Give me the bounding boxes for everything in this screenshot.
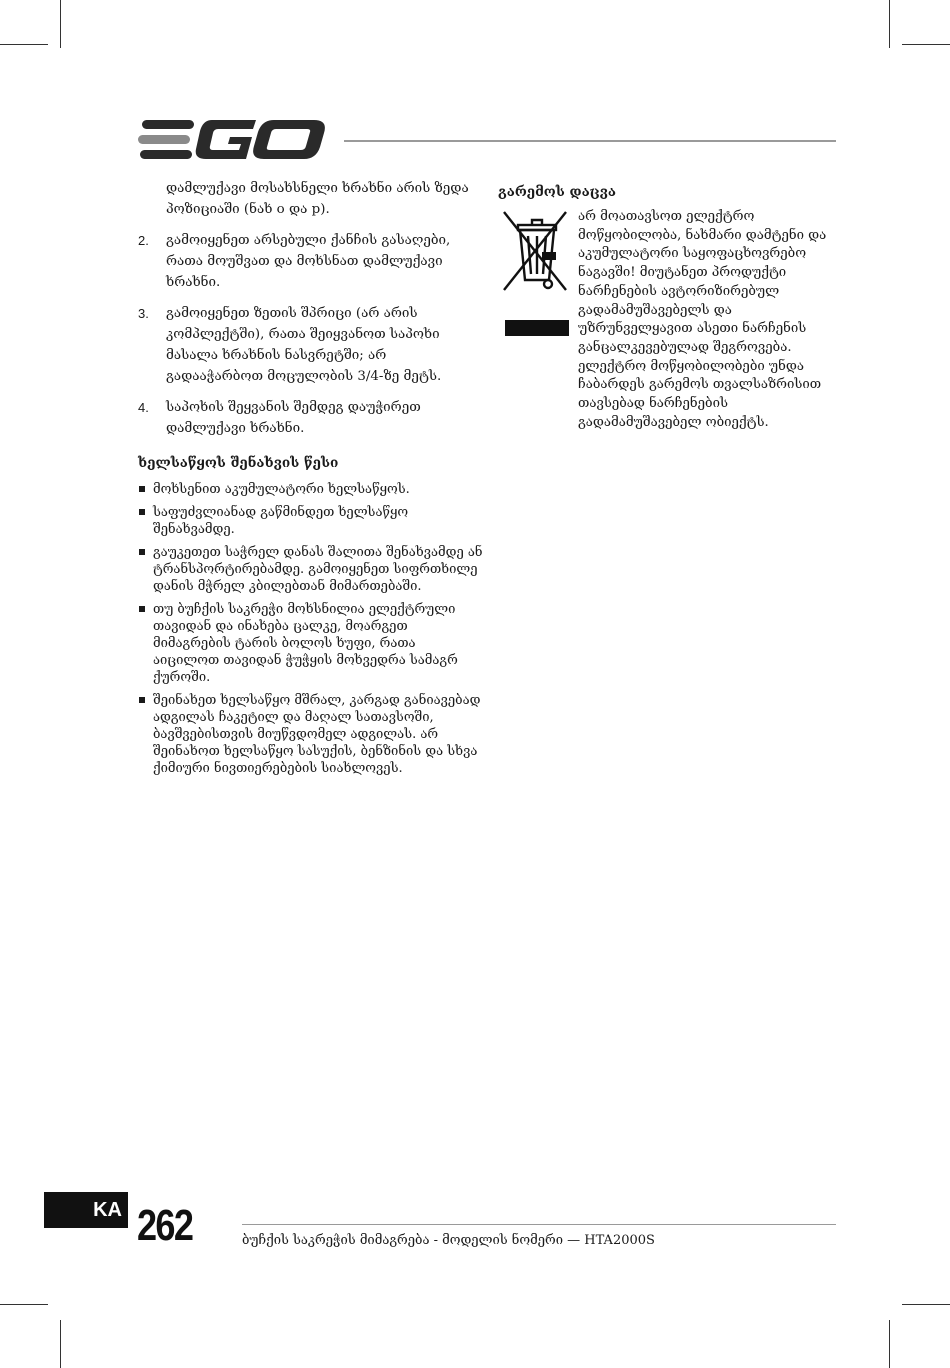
step-item: [138, 397, 483, 439]
crop-mark: [889, 0, 890, 48]
crop-mark: [902, 1304, 950, 1305]
step-continuation: დამლუქავი მოსახსნელი ხრახნი არის ზედა პოზიციაში (ნახ o და p).: [166, 181, 469, 217]
list-item: [138, 481, 483, 498]
crop-mark: [0, 44, 48, 45]
right-column: [498, 182, 838, 432]
bullet-square-icon: [138, 481, 146, 498]
step-number: 2.: [138, 233, 149, 248]
weee-figure: [498, 208, 570, 432]
list-item: [138, 692, 483, 777]
step-text: საპოხის შეყვანის შემდეგ დაუჭირეთ დამლუქავი ხრახნი.: [166, 400, 421, 436]
crop-mark: [60, 0, 61, 48]
list-item-text: თუ ბუჩქის საკრეჭი მოხსნილია ელექტრული თავიდან და ინახება ცალკე, მოარგეთ მიმაგრების ტარის ბოლოს ხუფი, რათა აიცილოთ თავიდან ჭუჭყის მოხვედრა სამაგრ ქუროში.: [153, 602, 458, 685]
step-number: 4.: [138, 400, 149, 415]
list-item: [138, 544, 483, 595]
language-badge: KA: [44, 1192, 128, 1228]
step-item: [138, 303, 483, 387]
env-section: [498, 208, 838, 432]
crop-mark: [902, 44, 950, 45]
bullet-square-icon: [138, 504, 146, 538]
ego-logo: [138, 118, 328, 162]
crop-mark: [60, 1320, 61, 1368]
bullet-square-icon: [138, 601, 146, 686]
bullet-square-icon: [138, 692, 146, 777]
list-item: [138, 504, 483, 538]
footer-rule: [242, 1224, 836, 1225]
step-item: [138, 230, 483, 293]
list-item-text: გაუკეთეთ საჭრელ დანას შალითა შენახვამდე ან ტრანსპორტირებამდე. გამოიყენეთ სიფრთხილე დანის მჭრელ კბილებთან მიმართებაში.: [153, 545, 483, 594]
crossed-out-wheelie-bin-icon: [498, 208, 570, 298]
storage-list: [138, 481, 483, 777]
env-text: არ მოათავსოთ ელექტრო მოწყობილობა, ნახმარი დამტენი და აკუმულატორი საყოფაცხოვრებო ნაგავში! მიუტანეთ პროდუქტი ნარჩენების ავტორიზირებულ გადამამუშავებელს და უზრუნველყავით ასეთი ნარჩენის განცალკევებულად შეგროვება. ელექტრო მოწყობილობები უნდა ჩაბარდეს გარემოს თვალსაზრისით თავსებად ნარჩენების გადამამუშავებელ ობიექტს.: [578, 209, 827, 430]
weee-bar: [505, 320, 569, 336]
list-item-text: შეინახეთ ხელსაწყო მშრალ, კარგად განიავებად ადგილას ჩაკეტილ და მაღალ სათავსოში, ბავშვებისთვის მიუწვდომელ ადგილას. არ შეინახოთ ხელსაწყო სასუქის, ბენზინის და სხვა ქიმიური ნივთიერებების სიახლოვეს.: [153, 693, 481, 776]
left-column: [138, 178, 483, 783]
step-number: 3.: [138, 306, 149, 321]
list-item: [138, 601, 483, 686]
page-number: 262: [137, 1201, 193, 1250]
header-rule: [344, 140, 836, 142]
list-item-text: მოხსენით აკუმულატორი ხელსაწყოს.: [153, 482, 410, 497]
crop-mark: [889, 1320, 890, 1368]
env-heading: გარემოს დაცვა: [498, 184, 616, 200]
step-text: გამოიყენეთ ზეთის შპრიცი (არ არის კომპლექტში), რათა შეიყვანოთ საპოხი მასალა ხრახნის ნასვრეტში; არ გადააჭარბოთ მოცულობის 3/4-ზე მეტს.: [166, 306, 442, 384]
storage-heading: ხელსაწყოს შენახვის წესი: [138, 455, 339, 471]
bullet-square-icon: [138, 544, 146, 595]
list-item-text: საფუძვლიანად გაწმინდეთ ხელსაწყო შენახვამდე.: [153, 505, 409, 537]
step-text: გამოიყენეთ არსებული ქანჩის გასაღები, რათა მოუშვათ და მოხსნათ დამლუქავი ხრახნი.: [166, 233, 451, 290]
crop-mark: [0, 1304, 48, 1305]
footer-title: ბუჩქის საკრეჭის მიმაგრება - მოდელის ნომერი — HTA2000S: [242, 1233, 655, 1248]
